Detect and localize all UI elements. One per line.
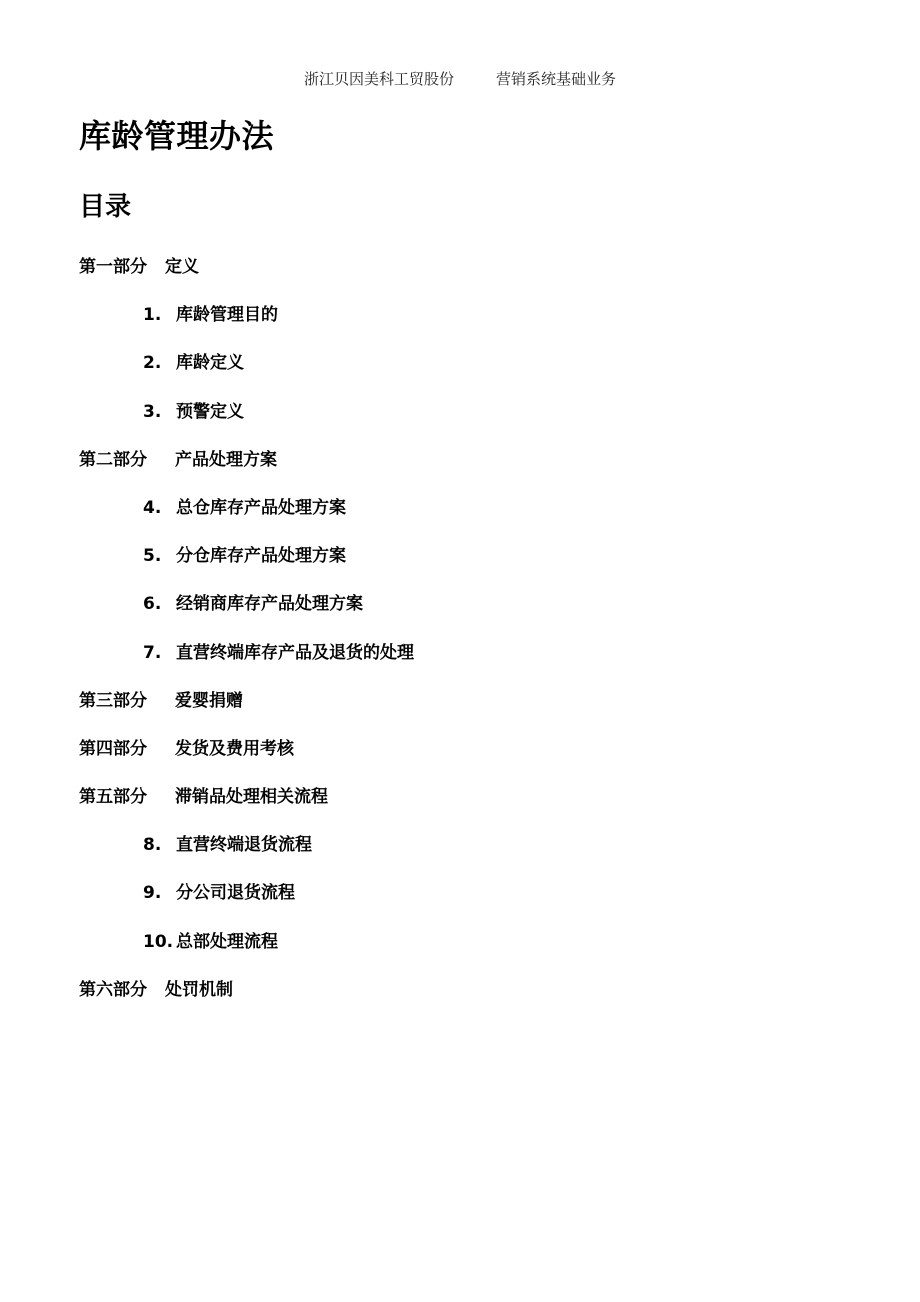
toc-item-title: 库龄定义 — [176, 353, 244, 374]
toc-part-number: 第三部分 — [79, 690, 147, 711]
toc-item-title: 总仓库存产品处理方案 — [176, 497, 346, 518]
toc-part-3 — [79, 689, 859, 737]
toc-item-title: 分仓库存产品处理方案 — [176, 546, 346, 567]
toc-item-number: 3. — [143, 401, 162, 422]
toc-part-number: 第一部分 — [79, 257, 147, 277]
toc-item-title: 直营终端退货流程 — [176, 835, 312, 856]
toc-item-4 — [79, 496, 859, 544]
toc-part-number: 第六部分 — [79, 979, 147, 1000]
toc-part-number: 第四部分 — [79, 738, 147, 759]
toc-item-5 — [79, 544, 859, 592]
toc-item-number: 5. — [143, 546, 162, 567]
toc-item-number: 9. — [143, 883, 162, 904]
toc-heading: 目录 — [79, 192, 132, 222]
toc-item-8 — [79, 833, 859, 881]
toc-item-number: 1. — [143, 305, 162, 326]
toc-item-title: 总部处理流程 — [176, 931, 278, 952]
toc-item-3 — [79, 400, 859, 448]
table-of-contents — [79, 255, 859, 1026]
toc-part-title: 发货及费用考核 — [175, 738, 294, 759]
toc-item-number: 8. — [143, 835, 162, 856]
toc-part-number: 第二部分 — [79, 449, 147, 470]
toc-item-7 — [79, 641, 859, 689]
toc-item-number: 7. — [143, 642, 162, 663]
toc-item-title: 直营终端库存产品及退货的处理 — [176, 642, 414, 663]
toc-part-5 — [79, 785, 859, 833]
toc-part-number: 第五部分 — [79, 787, 147, 808]
toc-item-title: 库龄管理目的 — [176, 305, 278, 326]
page-header — [0, 68, 920, 90]
toc-item-6 — [79, 592, 859, 640]
toc-item-1 — [79, 303, 859, 351]
document-title: 库龄管理办法 — [79, 117, 275, 155]
toc-part-title: 产品处理方案 — [175, 449, 277, 470]
toc-item-2 — [79, 351, 859, 399]
toc-item-9 — [79, 881, 859, 929]
header-company: 浙江贝因美科工贸股份 — [303, 70, 454, 88]
toc-part-title: 爱婴捐赠 — [175, 690, 243, 711]
header-department: 营销系统基础业务 — [496, 70, 617, 88]
toc-item-number: 2. — [143, 353, 162, 374]
toc-item-10 — [79, 930, 859, 978]
toc-item-number: 6. — [143, 594, 162, 615]
toc-part-4 — [79, 737, 859, 785]
toc-part-2 — [79, 448, 859, 496]
toc-part-6 — [79, 978, 859, 1026]
toc-item-title: 经销商库存产品处理方案 — [176, 594, 363, 615]
toc-item-number: 10. — [143, 931, 174, 952]
toc-item-title: 预警定义 — [176, 401, 244, 422]
toc-item-title: 分公司退货流程 — [176, 883, 295, 904]
toc-part-title: 处罚机制 — [165, 979, 233, 1000]
toc-part-title: 滞销品处理相关流程 — [175, 787, 328, 808]
toc-item-number: 4. — [143, 497, 162, 518]
toc-part-1 — [79, 255, 859, 303]
toc-part-title: 定义 — [165, 257, 199, 277]
